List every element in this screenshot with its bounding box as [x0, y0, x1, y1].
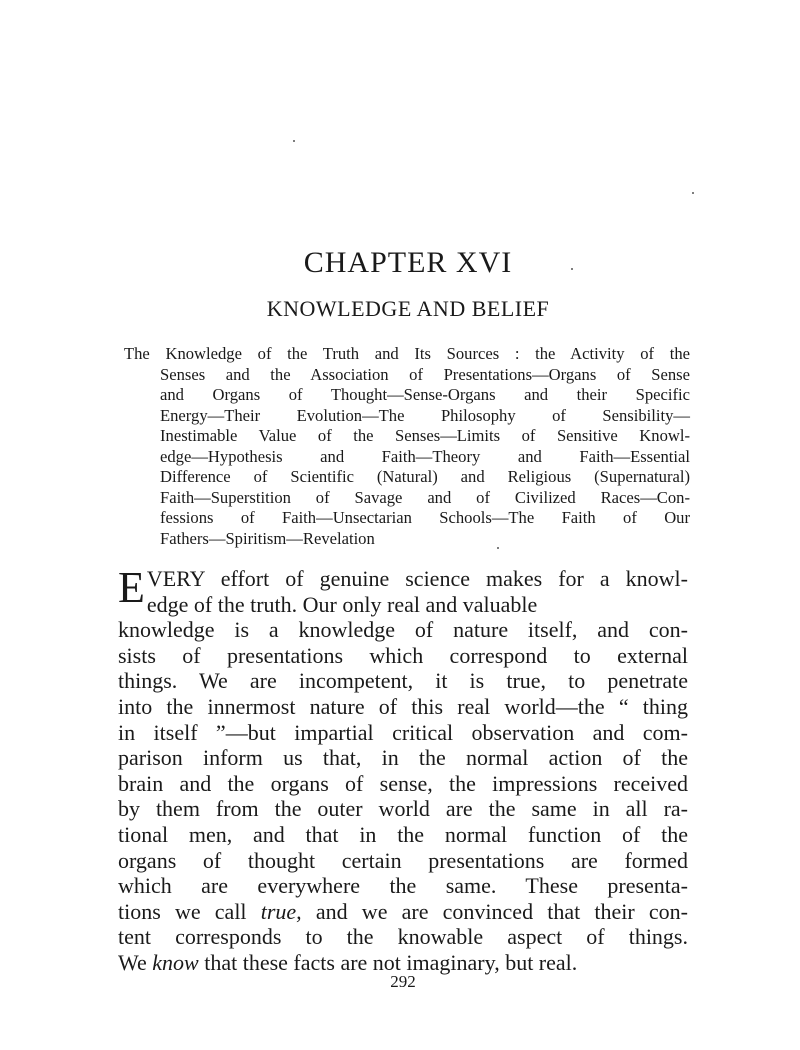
body-text-run: We — [118, 949, 153, 975]
summary-line: Faith—Superstition of Savage and of Civilized Races—Con- — [160, 487, 690, 507]
body-line: knowledge is a knowledge of nature itself, and con- — [118, 617, 688, 643]
drop-cap: E — [118, 563, 145, 612]
body-line: edge of the truth. Our only real and valuable — [146, 591, 538, 617]
body-line: VERY effort of genuine science makes for a knowl- — [146, 566, 688, 591]
emphasis-true: true, — [260, 898, 302, 924]
body-line: in itself ”—but impartial critical observation and com- — [118, 719, 688, 745]
body-line: things. We are incompetent, it is true, to penetrate — [118, 668, 688, 694]
summary-line: edge—Hypothesis and Faith—Theory and Faith—Essential — [160, 446, 690, 466]
summary-line: fessions of Faith—Unsectarian Schools—The Faith of Our — [160, 508, 690, 527]
emphasis-know: know — [152, 949, 199, 975]
body-line — [118, 899, 688, 925]
summary-line: and Organs of Thought—Sense-Organs and their Specific — [160, 385, 690, 404]
body-line: which are everywhere the same. These presenta- — [118, 873, 688, 899]
summary-line: The Knowledge of the Truth and Its Sources : the Activity of the — [124, 344, 690, 363]
summary-line: Energy—Their Evolution—The Philosophy of Sensibility— — [160, 405, 690, 425]
summary-line: Fathers—Spiritism—Revelation — [160, 528, 375, 548]
body-line: by them from the outer world are the same in all ra- — [118, 796, 688, 822]
summary-line: Inestimable Value of the Senses—Limits of Sensitive Knowl- — [160, 426, 690, 445]
body-text-run: that these facts are not imaginary, but real. — [198, 949, 578, 975]
summary-line: Senses and the Association of Presentations—Organs of Sense — [160, 364, 690, 384]
body-line: brain and the organs of sense, the impressions received — [118, 770, 688, 796]
print-speck — [692, 192, 694, 194]
body-text-run: and we are convinced that their con- — [301, 898, 688, 924]
chapter-heading: CHAPTER XVI — [303, 246, 513, 279]
body-line: tent corresponds to the knowable aspect of things. — [118, 924, 688, 950]
body-paragraph — [118, 563, 688, 976]
body-line: tional men, and that in the normal function of the — [118, 821, 688, 847]
body-line: organs of thought certain presentations are formed — [118, 847, 688, 873]
chapter-title: KNOWLEDGE AND BELIEF — [266, 296, 550, 321]
body-line: sists of presentations which correspond to external — [118, 642, 688, 668]
page-number: 292 — [390, 972, 416, 991]
body-line: parison inform us that, in the normal action of the — [118, 745, 688, 771]
body-line: into the innermost nature of this real world—the “ thing — [118, 693, 688, 719]
chapter-summary — [124, 344, 690, 549]
print-speck — [293, 140, 295, 142]
summary-line: Difference of Scientific (Natural) and Religious (Supernatural) — [160, 467, 690, 486]
body-text-run: tions we call — [118, 898, 261, 924]
